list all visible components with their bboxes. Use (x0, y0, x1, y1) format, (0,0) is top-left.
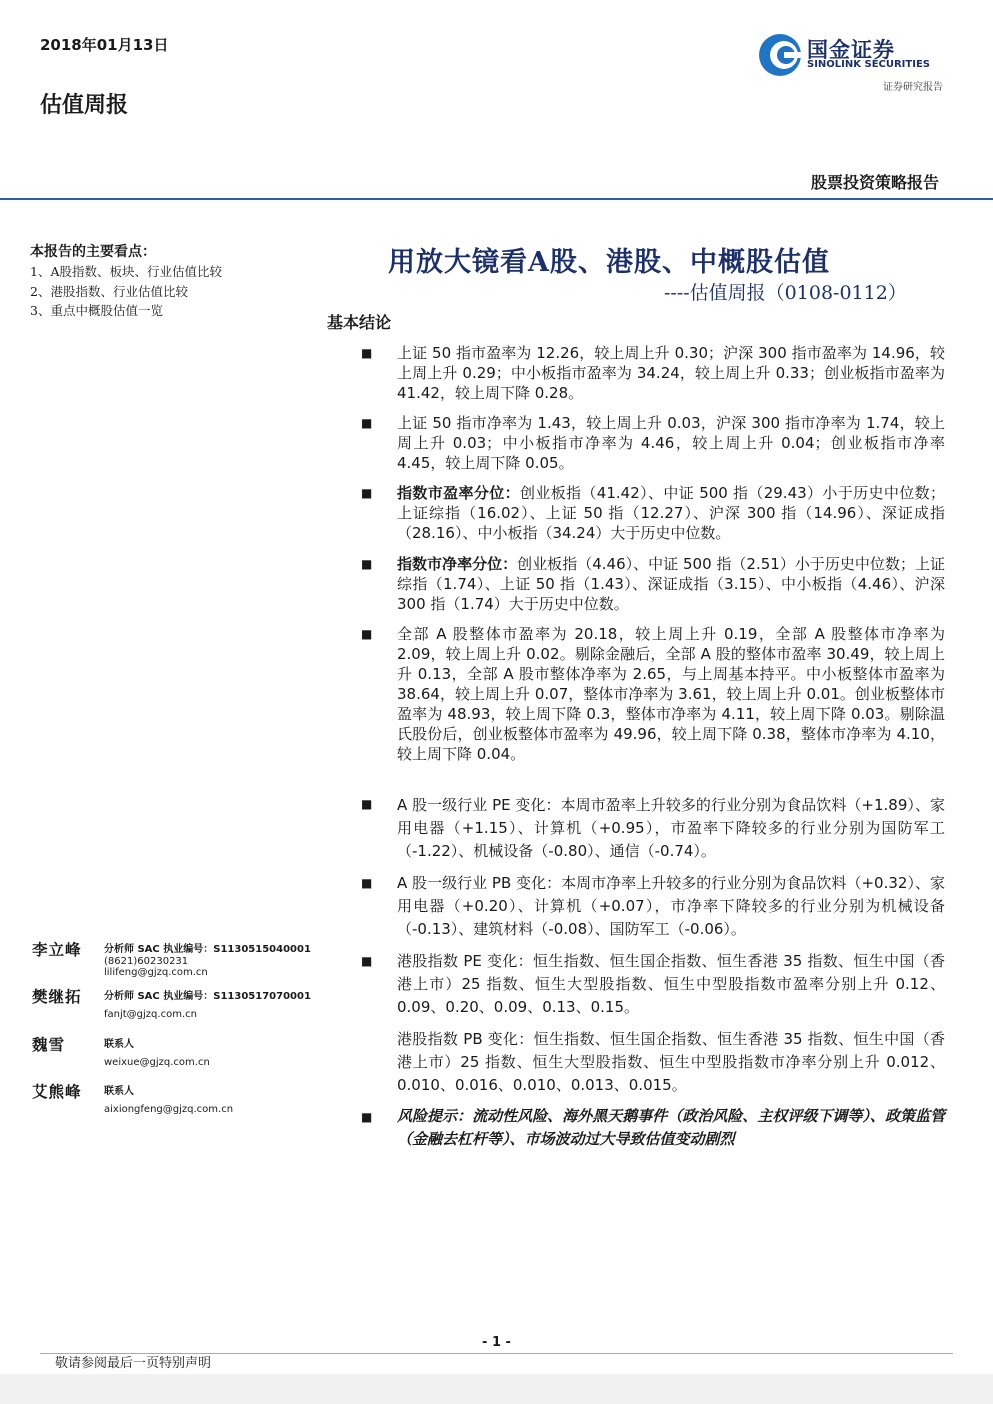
bullet-icon: ■ (361, 346, 373, 360)
analyst-phone: (8621)60230231 (104, 956, 189, 967)
conclusion-paragraph (397, 794, 945, 863)
paragraph-lead: 指数市盈率分位： (397, 484, 520, 502)
footer-band (0, 1374, 993, 1404)
bullet-icon: ■ (361, 557, 373, 571)
bullet-icon: ■ (361, 954, 373, 968)
bullet-icon: ■ (361, 1110, 373, 1124)
risk-warning (397, 1105, 945, 1151)
conclusion-paragraph (397, 554, 945, 614)
paragraph-lead: 指数市净率分位： (397, 555, 518, 573)
highlights-list (30, 262, 222, 321)
report-date: 2018年01月13日 (40, 36, 169, 54)
bullet-icon: ■ (361, 416, 373, 430)
paragraph-text: 港股指数 PE 变化：恒生指数、恒生国企指数、恒生香港 35 指数、恒生中国（香港上市）25 指数、恒生大型股指数、恒生中型股指数市盈率分别上升 0.12、0.09、0.20、0.09、0.13、0.15。 (397, 952, 945, 1016)
analyst-name: 魏雪 (32, 1035, 66, 1054)
analyst-role: 联系人 (104, 1086, 134, 1097)
paragraph-text: 上证 50 指市盈率为 12.26，较上周上升 0.30；沪深 300 指市盈率为 14.96，较上周上升 0.29；中小板指市盈率为 34.24，较上周上升 0.33；创业板指市盈率为 41.42，较上周下降 0.28。 (397, 344, 945, 402)
logo-subtitle: 证券研究报告 (883, 82, 943, 93)
conclusion-paragraph (397, 950, 945, 1019)
report-subtitle: ----估值周报（0108-0112） (664, 282, 907, 304)
bullet-icon: ■ (361, 486, 373, 500)
conclusion-paragraph (397, 872, 945, 941)
paragraph-text: 港股指数 PB 变化：恒生指数、恒生国企指数、恒生香港 35 指数、恒生中国（香港上市）25 指数、恒生大型股指数、恒生中型股指数市净率分别上升 0.012、0.010、0.016、0.010、0.013、0.015。 (397, 1030, 945, 1094)
analyst-role: 联系人 (104, 1039, 134, 1050)
highlights-title: 本报告的主要看点： (30, 244, 156, 260)
analyst-name: 李立峰 (32, 940, 82, 959)
section-title: 基本结论 (327, 313, 392, 332)
highlight-item: 2、港股指数、行业估值比较 (30, 283, 188, 299)
sinolink-logo-icon (757, 32, 803, 78)
bullet-icon: ■ (361, 797, 373, 811)
logo-text-en: SINOLINK SECURITIES (807, 59, 930, 70)
report-type: 估值周报 (40, 92, 129, 118)
paragraph-text: 上证 50 指市净率为 1.43，较上周上升 0.03，沪深 300 指市净率为 1.74，较上周上升 0.03；中小板指市净率为 4.46，较上周上升 0.04；创业板指市净率 4.45，较上周下降 0.05。 (397, 414, 945, 472)
paragraph-text: 风险提示：流动性风险、海外黑天鹅事件（政治风险、主权评级下调等）、政策监管（金融去杠杆等）、市场波动过大导致估值变动剧烈 (397, 1107, 945, 1148)
bullet-icon: ■ (361, 627, 373, 641)
analyst-email: lilifeng@gjzq.com.cn (104, 967, 208, 978)
paragraph-text: A 股一级行业 PB 变化：本周市净率上升较多的行业分别为食品饮料（+0.32）、家用电器（+0.20）、计算机（+0.07），市净率下降较多的行业分别为机械设备（-0.13）、建筑材料（-0.08）、国防军工（-0.06）。 (397, 874, 945, 938)
paragraph-text: 创业板指（4.46）、中证 500 指（2.51）小于历史中位数；上证综指（1.74）、上证 50 指（1.43）、深证成指（3.15）、中小板指（4.46）、沪深 300 指（1.74）大于历史中位数。 (397, 555, 945, 613)
highlight-item: 3、重点中概股估值一览 (30, 303, 163, 318)
company-logo (757, 32, 945, 78)
analyst-email: fanjt@gjzq.com.cn (104, 1009, 197, 1020)
analyst-email: weixue@gjzq.com.cn (104, 1057, 210, 1068)
analyst-email: aixiongfeng@gjzq.com.cn (104, 1104, 234, 1115)
highlight-item: 1、A股指数、板块、行业估值比较 (30, 264, 222, 279)
conclusion-paragraph (397, 1028, 945, 1097)
header-divider (0, 198, 993, 200)
bullet-icon: ■ (361, 876, 373, 890)
analyst-name: 艾熊峰 (32, 1082, 82, 1101)
report-title: 用放大镜看A股、港股、中概股估值 (388, 247, 830, 278)
logo-text-cn: 国金证券 (807, 38, 895, 62)
paragraph-text: 创业板指（41.42）、中证 500 指（29.43）小于历史中位数；上证综指（16.02）、上证 50 指（12.27）、沪深 300 指（14.96）、深证成指（28.16）、中小板指（34.24）大于历史中位数。 (397, 484, 945, 542)
paragraph-text: 全部 A 股整体市盈率为 20.18，较上周上升 0.19，全部 A 股整体市净率为 2.09，较上周上升 0.02。剔除金融后，全部 A 股的整体市盈率 30.49，较上周上升 0.13，全部 A 股市整体净率为 2.65，与上周基本持平。中小板整体市盈率为 38.64，较上周上升 0.07，整体市净率为 3.61，较上周上升 0.01。创业板整体市盈率为 48.93，较上周下降 0.3，整体市净率为 4.11，较上周下降 0.03。剔除温氏股份后，创业板整体市盈率为 49.96，较上周下降 0.38，整体市净率为 4.10，较上周下降 0.04。 (397, 625, 945, 763)
report-category: 股票投资策略报告 (810, 173, 939, 192)
footer-disclaimer: 敬请参阅最后一页特别声明 (55, 1356, 212, 1371)
analyst-sac-id: 分析师 SAC 执业编号：S1130517070001 (104, 991, 311, 1002)
paragraph-text: A 股一级行业 PE 变化：本周市盈率上升较多的行业分别为食品饮料（+1.89）、家用电器（+1.15）、计算机（+0.95），市盈率下降较多的行业分别为国防军工（-1.22）、机械设备（-0.80）、通信（-0.74）。 (397, 796, 945, 860)
conclusion-paragraph (397, 624, 945, 764)
analyst-name: 樊继拓 (32, 987, 82, 1006)
conclusion-paragraph (397, 483, 945, 543)
conclusion-paragraph (397, 413, 945, 473)
conclusion-paragraph (397, 343, 945, 403)
page-number: - 1 - (482, 1335, 511, 1350)
analyst-sac-id: 分析师 SAC 执业编号：S1130515040001 (104, 944, 311, 955)
